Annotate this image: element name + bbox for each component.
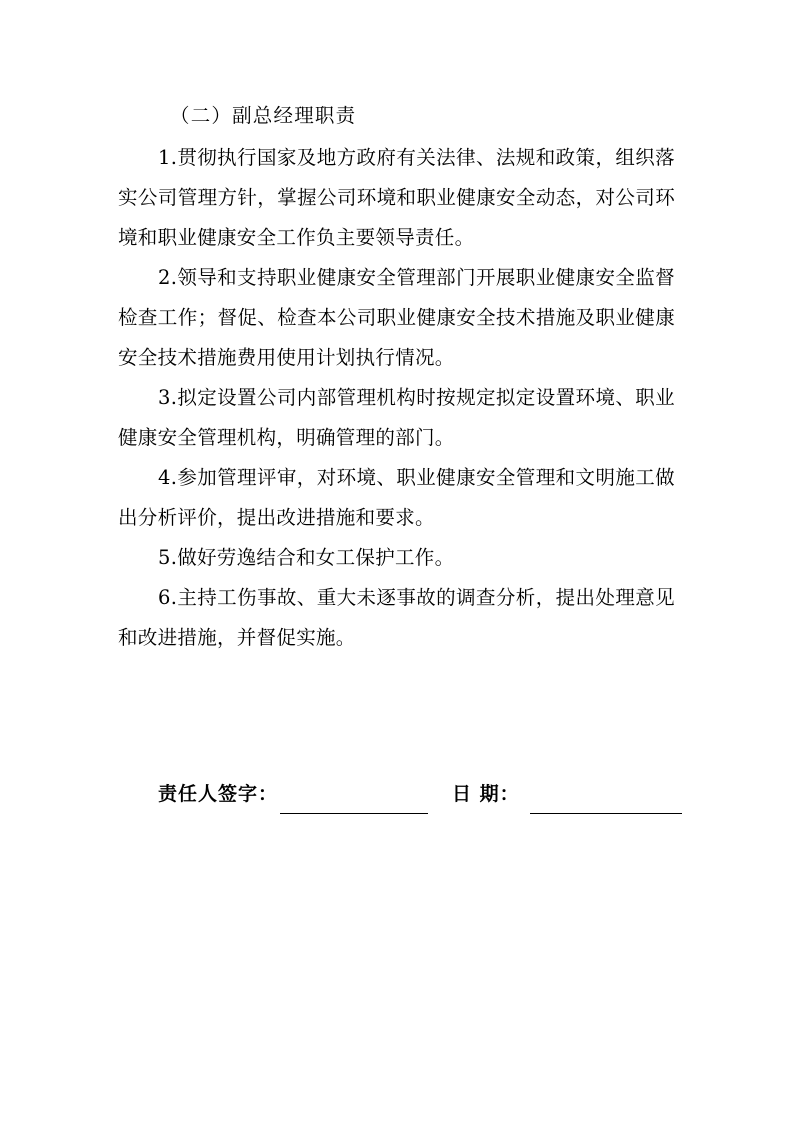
paragraph-item: 2.领导和支持职业健康安全管理部门开展职业健康安全监督检查工作；督促、检查本公司职业健康安全技术措施及职业健康安全技术措施费用使用计划执行情况。 (118, 266, 675, 369)
date-label: 日 期： (452, 783, 520, 805)
section-heading: （二）副总经理职责 (170, 104, 357, 127)
paragraph-item: 6.主持工伤事故、重大未逐事故的调查分析，提出处理意见和改进措施，并督促实施。 (118, 586, 675, 649)
signature-line[interactable] (280, 796, 428, 814)
paragraph-item: 5.做好劳逸结合和女工保护工作。 (158, 546, 455, 569)
date-line[interactable] (530, 796, 682, 814)
paragraph-item: 1.贯彻执行国家及地方政府有关法律、法规和政策，组织落实公司管理方针，掌握公司环境和职业健康安全动态，对公司环境和职业健康安全工作负主要领导责任。 (118, 146, 675, 249)
signature-block (118, 774, 675, 814)
document-body (118, 96, 675, 814)
paragraph-item: 3.拟定设置公司内部管理机构时按规定拟定设置环境、职业健康安全管理机构，明确管理的部门。 (118, 386, 675, 449)
paragraph-item: 4.参加管理评审，对环境、职业健康安全管理和文明施工做出分析评价，提出改进措施和要求。 (118, 466, 675, 529)
responsible-person-label: 责任人签字： (158, 783, 279, 805)
